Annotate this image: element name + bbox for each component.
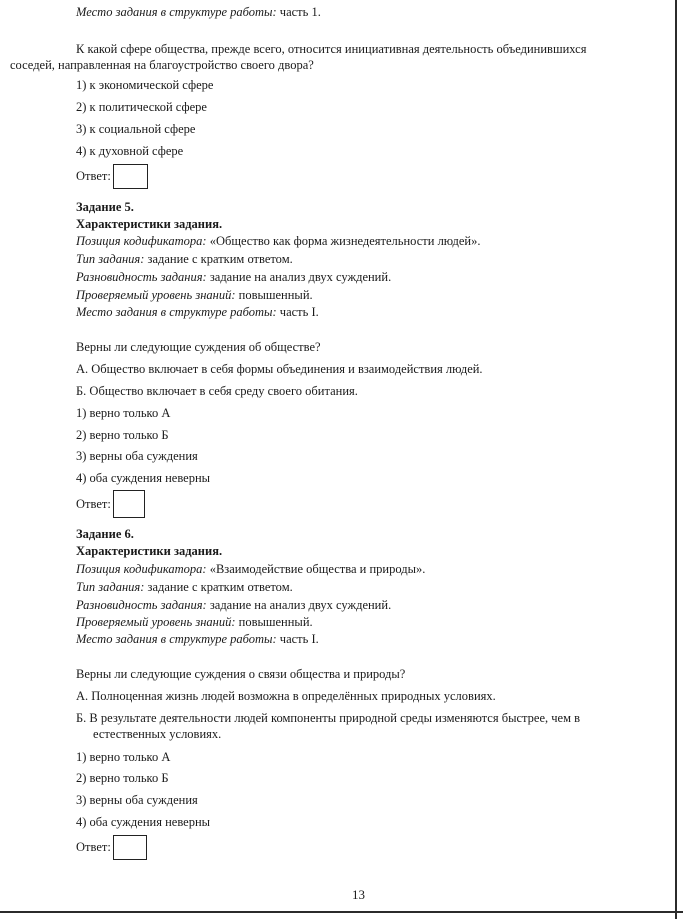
task6-title: Задание 6. xyxy=(76,527,134,541)
task5-meta-position xyxy=(76,233,480,249)
meta-label: Тип задания: xyxy=(76,252,145,266)
meta-label: Место задания в структуре работы: xyxy=(76,305,277,319)
task6-chars-title: Характеристики задания. xyxy=(76,544,223,558)
meta-label: Позиция кодификатора: xyxy=(76,234,207,248)
meta-value: «Взаимодействие общества и природы». xyxy=(206,562,426,576)
q4-option: 2) к политической сфере xyxy=(76,100,207,114)
task5-answer-row xyxy=(76,490,145,518)
task6-answer-box[interactable] xyxy=(113,835,147,860)
q4-stem-line1: К какой сфере общества, прежде всего, относится инициативная деятельность объединившихся xyxy=(76,42,587,56)
page-edge-bottom xyxy=(0,911,683,913)
task6-meta-level xyxy=(76,614,313,630)
task6-meta-place xyxy=(76,631,319,647)
q4-answer-label: Ответ: xyxy=(76,169,111,183)
task5-option: 3) верны оба суждения xyxy=(76,449,198,463)
task5-title: Задание 5. xyxy=(76,200,134,214)
page-edge-right xyxy=(675,0,677,919)
page-number: 13 xyxy=(352,887,365,902)
top-meta-label: Место задания в структуре работы: xyxy=(76,5,277,19)
task5-option: 4) оба суждения неверны xyxy=(76,471,211,485)
task5-meta-variety xyxy=(76,269,391,285)
task5-statement-a: А. Общество включает в себя формы объединения и взаимодействия людей. xyxy=(76,362,483,376)
task6-meta-variety xyxy=(76,597,391,613)
task6-statement-b-cont: естественных условиях. xyxy=(93,727,222,741)
meta-label: Позиция кодификатора: xyxy=(76,562,207,576)
task5-option: 1) верно только А xyxy=(76,406,171,420)
task6-meta-type xyxy=(76,579,293,595)
meta-value: задание на анализ двух суждений. xyxy=(206,598,392,612)
task5-statement-b: Б. Общество включает в себя среду своего обитания. xyxy=(76,384,358,398)
q4-stem-line2: соседей, направленная на благоустройство своего двора? xyxy=(10,58,314,72)
top-meta-value: часть 1. xyxy=(276,5,321,19)
task5-question: Верны ли следующие суждения об обществе? xyxy=(76,340,321,354)
task5-answer-box[interactable] xyxy=(113,490,145,518)
meta-label: Место задания в структуре работы: xyxy=(76,632,277,646)
task6-meta-position xyxy=(76,561,425,577)
task6-statement-a: А. Полноценная жизнь людей возможна в определённых природных условиях. xyxy=(76,689,496,703)
task6-question: Верны ли следующие суждения о связи общества и природы? xyxy=(76,667,406,681)
q4-option: 1) к экономической сфере xyxy=(76,78,214,92)
meta-value: «Общество как форма жизнедеятельности людей». xyxy=(206,234,481,248)
task6-option: 3) верны оба суждения xyxy=(76,793,198,807)
task6-answer-row xyxy=(76,835,147,860)
task5-answer-label: Ответ: xyxy=(76,496,111,511)
task5-option: 2) верно только Б xyxy=(76,428,169,442)
meta-label: Проверяемый уровень знаний: xyxy=(76,288,236,302)
meta-label: Проверяемый уровень знаний: xyxy=(76,615,236,629)
meta-label: Тип задания: xyxy=(76,580,145,594)
q4-answer-row xyxy=(76,164,148,189)
meta-value: задание с кратким ответом. xyxy=(144,580,293,594)
meta-value: часть I. xyxy=(276,632,319,646)
task6-answer-label: Ответ: xyxy=(76,840,111,854)
meta-value: повышенный. xyxy=(235,288,313,302)
task5-meta-type xyxy=(76,251,293,267)
q4-answer-box[interactable] xyxy=(113,164,148,189)
task6-option: 1) верно только А xyxy=(76,750,171,764)
q4-option: 4) к духовной сфере xyxy=(76,144,184,158)
task6-statement-b: Б. В результате деятельности людей компоненты природной среды изменяются быстрее, чем в xyxy=(76,711,581,725)
task6-option: 4) оба суждения неверны xyxy=(76,815,211,829)
meta-label: Разновидность задания: xyxy=(76,270,207,284)
meta-value: задание с кратким ответом. xyxy=(144,252,293,266)
task5-meta-level xyxy=(76,287,313,303)
q4-option: 3) к социальной сфере xyxy=(76,122,196,136)
task5-chars-title: Характеристики задания. xyxy=(76,217,223,231)
meta-label: Разновидность задания: xyxy=(76,598,207,612)
meta-value: задание на анализ двух суждений. xyxy=(206,270,392,284)
meta-value: повышенный. xyxy=(235,615,313,629)
task6-option: 2) верно только Б xyxy=(76,771,169,785)
top-meta-line xyxy=(76,4,321,20)
meta-value: часть I. xyxy=(276,305,319,319)
task5-meta-place xyxy=(76,304,319,320)
